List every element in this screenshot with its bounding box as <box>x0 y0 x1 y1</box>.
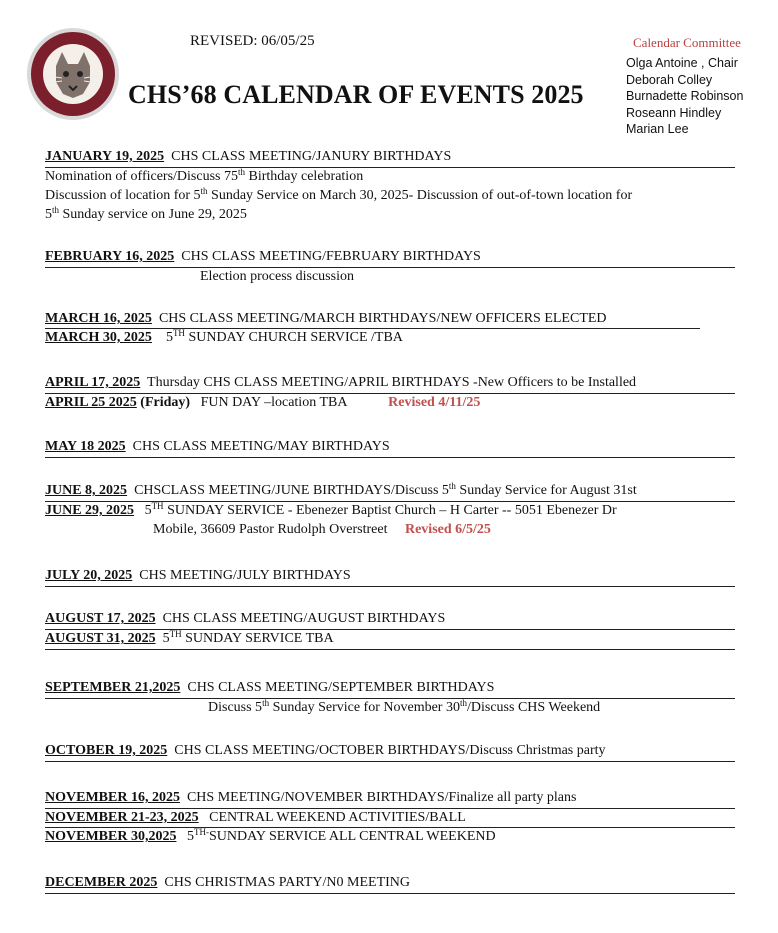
event-june-29: JUNE 29, 2025 5TH SUNDAY SERVICE - Ebenezer Baptist Church – H Carter -- 5051 Ebenezer Dr <box>45 501 617 518</box>
event-note: Mobile, 36609 Pastor Rudolph Overstreet Revised 6/5/25 <box>153 522 491 537</box>
event-text: CHS CLASS MEETING/FEBRUARY BIRTHDAYS <box>181 249 481 264</box>
event-december <box>45 874 410 892</box>
event-august-31: AUGUST 31, 2025 5TH SUNDAY SERVICE TBA <box>45 629 334 646</box>
committee-member: Burnadette Robinson <box>626 89 744 103</box>
divider <box>45 586 735 587</box>
event-text: Thursday CHS CLASS MEETING/APRIL BIRTHDAYS -New Officers to be Installed <box>147 375 637 390</box>
event-november-30: NOVEMBER 30,2025 $5^{TH-}SUNDAY$ SERVICE ALL CENTRAL WEEKEND <box>45 827 496 844</box>
page-title: CHS’68 CALENDAR OF EVENTS 2025 <box>128 80 584 109</box>
event-note: Nomination of officers/Discuss 75th Birthday celebration <box>45 167 364 184</box>
event-date: OCTOBER 19, 2025 <box>45 743 168 758</box>
revised-note: Revised 4/11/25 <box>388 395 481 410</box>
event-april <box>45 374 636 392</box>
event-text: CHS CLASS MEETING/MARCH BIRTHDAYS/NEW OFFICERS ELECTED <box>158 311 607 326</box>
event-march-30: MARCH 30, 2025 5TH SUNDAY CHURCH SERVICE /TBA <box>45 328 403 345</box>
committee-member: Marian Lee <box>626 122 689 136</box>
event-date: AUGUST 31, 2025 <box>45 631 156 646</box>
event-date: JANUARY 19, 2025 <box>45 149 165 164</box>
event-date: MAY 18 2025 <box>45 439 126 454</box>
event-date: NOVEMBER 16, 2025 <box>45 790 180 805</box>
event-date: NOVEMBER 30,2025 <box>45 829 177 844</box>
event-january <box>45 148 451 166</box>
event-date: APRIL 17, 2025 <box>45 375 141 390</box>
event-november-21 <box>45 809 466 827</box>
event-april-25: APRIL 25 2025 (Friday) FUN DAY –location TBA Revised 4/11/25 <box>45 395 481 410</box>
divider <box>45 457 735 458</box>
event-may <box>45 438 390 456</box>
event-note: Discussion of location for 5th Sunday Service on March 30, 2025- Discussion of out-of-town location for <box>45 186 633 203</box>
event-date: JUNE 8, 2025 <box>45 483 128 498</box>
event-text: CHS CHRISTMAS PARTY/N0 MEETING <box>164 875 411 890</box>
event-note: 5th Sunday service on June 29, 2025 <box>45 205 247 222</box>
event-february <box>45 248 481 266</box>
event-date: SEPTEMBER 21,2025 <box>45 680 181 695</box>
divider <box>45 893 735 894</box>
event-september <box>45 679 494 697</box>
committee-member: Deborah Colley <box>626 72 713 87</box>
event-date: MARCH 16, 2025 <box>45 311 152 326</box>
event-note: Discuss 5th Sunday Service for November 30th/Discuss CHS Weekend <box>208 698 601 715</box>
event-text: CHS CLASS MEETING/MAY BIRTHDAYS <box>132 439 390 454</box>
class-logo <box>26 26 120 122</box>
event-july <box>45 567 351 585</box>
divider <box>45 649 735 650</box>
event-date: MARCH 30, 2025 <box>45 330 152 345</box>
event-text: CHS CLASS MEETING/JANURY BIRTHDAYS <box>171 149 452 164</box>
committee-heading: Calendar Committee <box>633 35 741 50</box>
revised-date: REVISED: 06/05/25 <box>190 33 315 49</box>
event-march <box>45 310 607 328</box>
event-november <box>45 789 576 807</box>
divider <box>45 267 735 268</box>
event-text: CHS CLASS MEETING/OCTOBER BIRTHDAYS/Discuss Christmas party <box>174 743 606 758</box>
event-june: JUNE 8, 2025 CHSCLASS MEETING/JUNE BIRTHDAYS/Discuss 5th Sunday Service for August 31st <box>45 481 637 498</box>
calendar-committee <box>626 35 743 138</box>
revised-note: Revised 6/5/25 <box>404 522 491 537</box>
event-text: CHS MEETING/NOVEMBER BIRTHDAYS/Finalize all party plans <box>186 790 577 805</box>
event-october <box>45 742 606 760</box>
event-date: AUGUST 17, 2025 <box>45 611 156 626</box>
committee-member: Olga Antoine , Chair <box>626 56 738 70</box>
event-note: Election process discussion <box>200 269 354 284</box>
event-text: CHS CLASS MEETING/AUGUST BIRTHDAYS <box>162 611 446 626</box>
committee-member: Roseann Hindley <box>626 105 722 120</box>
event-date: NOVEMBER 21-23, 2025 <box>45 810 199 825</box>
event-date: APRIL 25 2025 <box>45 395 137 410</box>
event-date: JULY 20, 2025 <box>45 568 133 583</box>
event-date: JUNE 29, 2025 <box>45 503 135 518</box>
event-date: FEBRUARY 16, 2025 <box>45 249 175 264</box>
event-text: CHS CLASS MEETING/SEPTEMBER BIRTHDAYS <box>187 680 495 695</box>
event-august <box>45 610 445 628</box>
event-date: DECEMBER 2025 <box>45 875 158 890</box>
divider <box>45 761 735 762</box>
event-text: CENTRAL WEEKEND ACTIVITIES/BALL <box>209 810 466 825</box>
event-text: CHS MEETING/JULY BIRTHDAYS <box>139 568 351 583</box>
